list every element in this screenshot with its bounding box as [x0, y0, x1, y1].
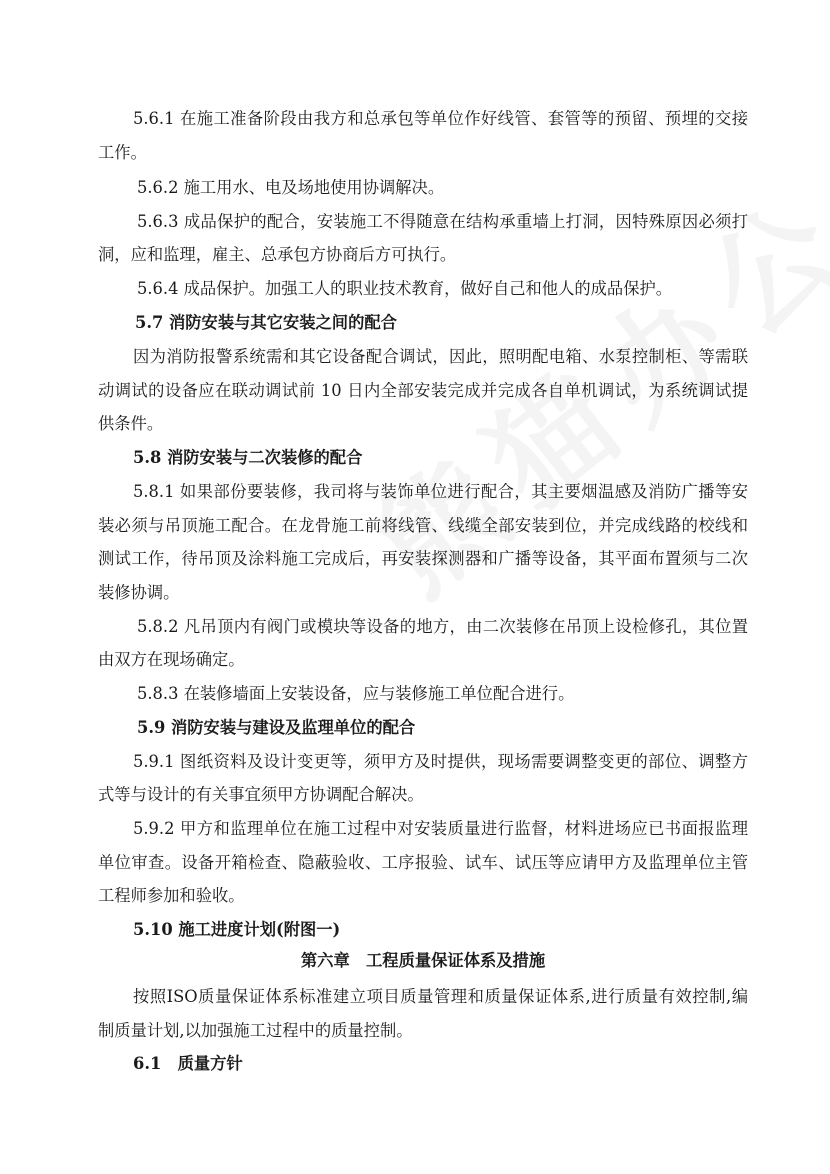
para-6-intro-line1: 按照ISO质量保证体系标准建立项目质量管理和质量保证体系,进行质量有效控制,编	[133, 987, 748, 1006]
para-5-8-1-line4: 装修协调。	[98, 583, 180, 602]
para-5-9-2-line3: 工程师参加和验收。	[98, 886, 245, 905]
para-5-9-2-line1: 5.9.2 甲方和监理单位在施工过程中对安装质量进行监督，材料进场应已书面报监理	[133, 819, 748, 838]
para-5-6-1-line1: 5.6.1 在施工准备阶段由我方和总承包等单位作好线管、套管等的预留、预埋的交接	[133, 109, 748, 128]
para-5-6-3-line1: 5.6.3 成品保护的配合，安装施工不得随意在结构承重墙上打洞，因特殊原因必须打	[137, 212, 748, 231]
para-5-6-3-line2: 洞，应和监理，雇主、总承包方协商后方可执行。	[98, 245, 457, 264]
para-5-8-3: 5.8.3 在装修墙面上安装设备，应与装修施工单位配合进行。	[137, 684, 575, 703]
chapter-6-title: 第六章 工程质量保证体系及措施	[300, 951, 546, 970]
para-5-8-2-line1: 5.8.2 凡吊顶内有阀门或模块等设备的地方，由二次装修在吊顶上设检修孔，其位置	[137, 617, 748, 636]
para-5-8-1-line3: 测试工作，待吊顶及涂料施工完成后，再安装探测器和广播等设备，其平面布置须与二次	[98, 549, 748, 568]
heading-5-8: 5.8 消防安装与二次装修的配合	[133, 448, 363, 467]
para-5-9-1-line2: 式等与设计的有关事宜须甲方协调配合解决。	[98, 785, 424, 804]
para-5-8-2-line2: 由双方在现场确定。	[98, 650, 245, 669]
heading-6-1: 6.1 质量方针	[133, 1054, 243, 1073]
heading-5-9: 5.9 消防安装与建设及监理单位的配合	[137, 718, 416, 737]
para-5-9-1-line1: 5.9.1 图纸资料及设计变更等，须甲方及时提供，现场需要调整变更的部位、调整方	[133, 752, 748, 771]
para-5-6-2: 5.6.2 施工用水、电及场地使用协调解决。	[137, 178, 445, 197]
para-5-8-1-line1: 5.8.1 如果部份要装修，我司将与装饰单位进行配合，其主要烟温感及消防广播等安	[133, 482, 748, 501]
para-6-intro-line2: 制质量计划,以加强施工过程中的质量控制。	[98, 1021, 413, 1040]
para-5-6-1-line2: 工作。	[98, 143, 147, 162]
para-5-7-line3: 供条件。	[98, 414, 164, 433]
para-5-6-4: 5.6.4 成品保护。加强工人的职业技术教育，做好自己和他人的成品保护。	[137, 279, 673, 298]
para-5-7-line2: 动调试的设备应在联动调试前 10 日内全部安装完成并完成各自单机调试，为系统调试提	[98, 381, 748, 400]
para-5-8-1-line2: 装必须与吊顶施工配合。在龙骨施工前将线管、线缆全部安装到位，并完成线路的校线和	[98, 516, 748, 535]
para-5-9-2-line2: 单位审查。设备开箱检查、隐蔽验收、工序报验、试车、试压等应请甲方及监理单位主管	[98, 853, 748, 872]
heading-5-7: 5.7 消防安装与其它安装之间的配合	[135, 313, 397, 332]
heading-5-10: 5.10 施工进度计划(附图一)	[133, 920, 341, 939]
para-5-7-line1: 因为消防报警系统需和其它设备配合调试，因此，照明配电箱、水泵控制柜、等需联	[133, 347, 748, 366]
